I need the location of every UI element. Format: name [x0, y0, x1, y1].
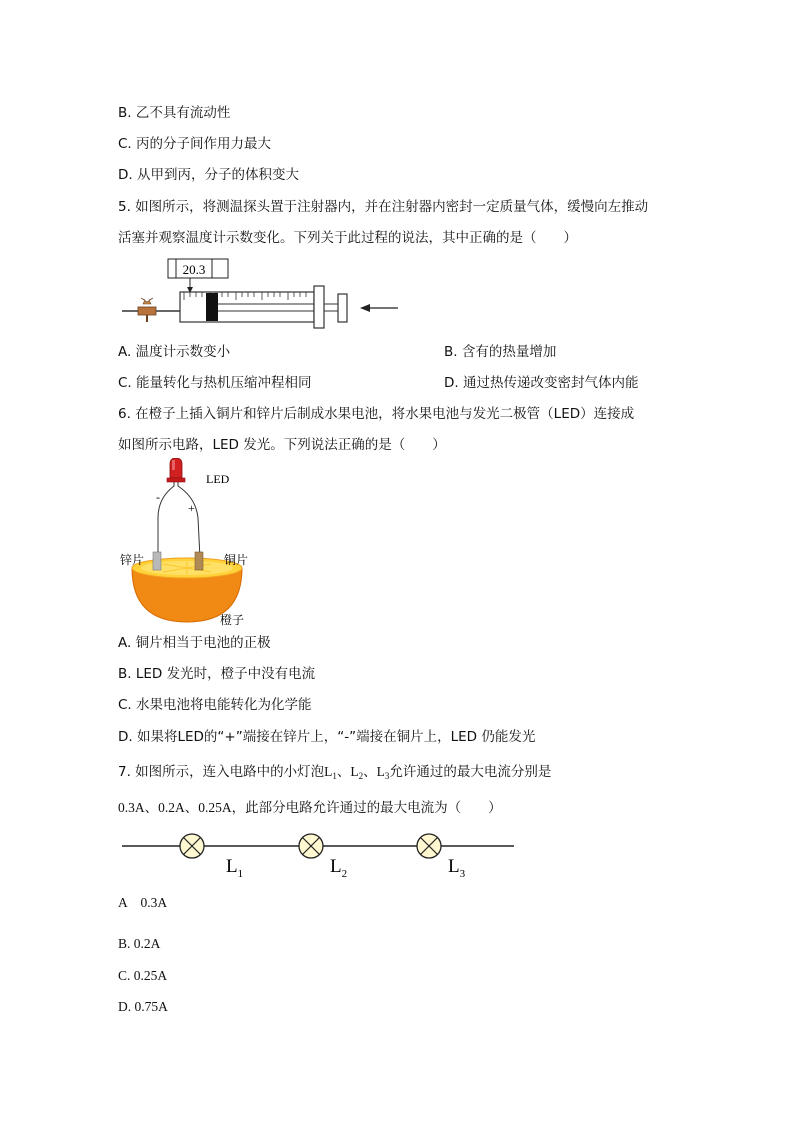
- q5-option-b: B. 含有的热量增加: [444, 344, 557, 360]
- q5-option-c: C. 能量转化与热机压缩冲程相同: [118, 375, 312, 391]
- led-icon: [170, 458, 182, 478]
- q6-option-c: C. 水果电池将电能转化为化学能: [118, 697, 312, 713]
- piston: [206, 293, 218, 321]
- plunger-thumb: [338, 294, 347, 322]
- thermometer-reading: 20.3: [182, 262, 206, 277]
- lamp-label-l1: $L_1$: [226, 856, 244, 880]
- q4-option-b: B. 乙不具有流动性: [118, 105, 231, 121]
- valve-icon: [138, 307, 156, 315]
- q7-option-a: A 0.3A: [118, 895, 168, 910]
- q6-option-a: A. 铜片相当于电池的正极: [118, 635, 271, 651]
- q7-stem-line1: 7. 如图所示，连入电路中的小灯泡$L_1$、$L_2$、$L_3$允许通过的最大电流分别是: [118, 764, 552, 781]
- q4-option-c: C. 丙的分子间作用力最大: [118, 136, 272, 152]
- q6-stem-line2: 如图所示电路，LED 发光。下列说法正确的是（ ）: [118, 437, 446, 453]
- q4-option-d: D. 从甲到丙，分子的体积变大: [118, 167, 299, 183]
- q5-stem-line2: 活塞并观察温度计示数变化。下列关于此过程的说法，其中正确的是（ ）: [118, 230, 577, 246]
- syringe-figure: [118, 256, 408, 334]
- q6-stem-line1: 6. 在橙子上插入铜片和锌片后制成水果电池，将水果电池与发光二极管（LED）连接成: [118, 406, 635, 422]
- plus-label: +: [188, 501, 195, 515]
- copper-label: 铜片: [224, 553, 249, 567]
- lamp-label-l3: $L_3$: [448, 856, 466, 880]
- q7-option-c: C. 0.25A: [118, 968, 168, 983]
- q7-stem-line2: 0.3A、0.2A、0.25A，此部分电路允许通过的最大电流为（ ）: [118, 800, 502, 816]
- lamp-l3-icon: [417, 834, 441, 858]
- q7-option-b: B. 0.2A: [118, 936, 161, 951]
- lamp-l1-icon: [180, 834, 204, 858]
- orange-label: 橙子: [220, 613, 245, 627]
- q6-option-b: B. LED 发光时，橙子中没有电流: [118, 666, 316, 682]
- copper-plate: [195, 552, 203, 570]
- q7-option-d: D. 0.75A: [118, 999, 168, 1014]
- minus-label: -: [156, 490, 160, 504]
- lamp-label-l2: $L_2$: [330, 856, 348, 880]
- series-circuit-figure: [118, 828, 518, 884]
- zinc-label: 锌片: [120, 553, 145, 567]
- q5-option-a: A. 温度计示数变小: [118, 344, 231, 360]
- lamp-l2-icon: [299, 834, 323, 858]
- q6-option-d: D. 如果将LED的“+”端接在锌片上，“-”端接在铜片上，LED 仍能发光: [118, 729, 536, 745]
- led-label: LED: [206, 472, 230, 486]
- q5-stem-line1: 5. 如图所示，将测温探头置于注射器内，并在注射器内密封一定质量气体，缓慢向左推动: [118, 199, 649, 215]
- q5-option-d: D. 通过热传递改变密封气体内能: [444, 375, 639, 391]
- fruit-battery-figure: [118, 458, 258, 628]
- zinc-plate: [153, 552, 161, 570]
